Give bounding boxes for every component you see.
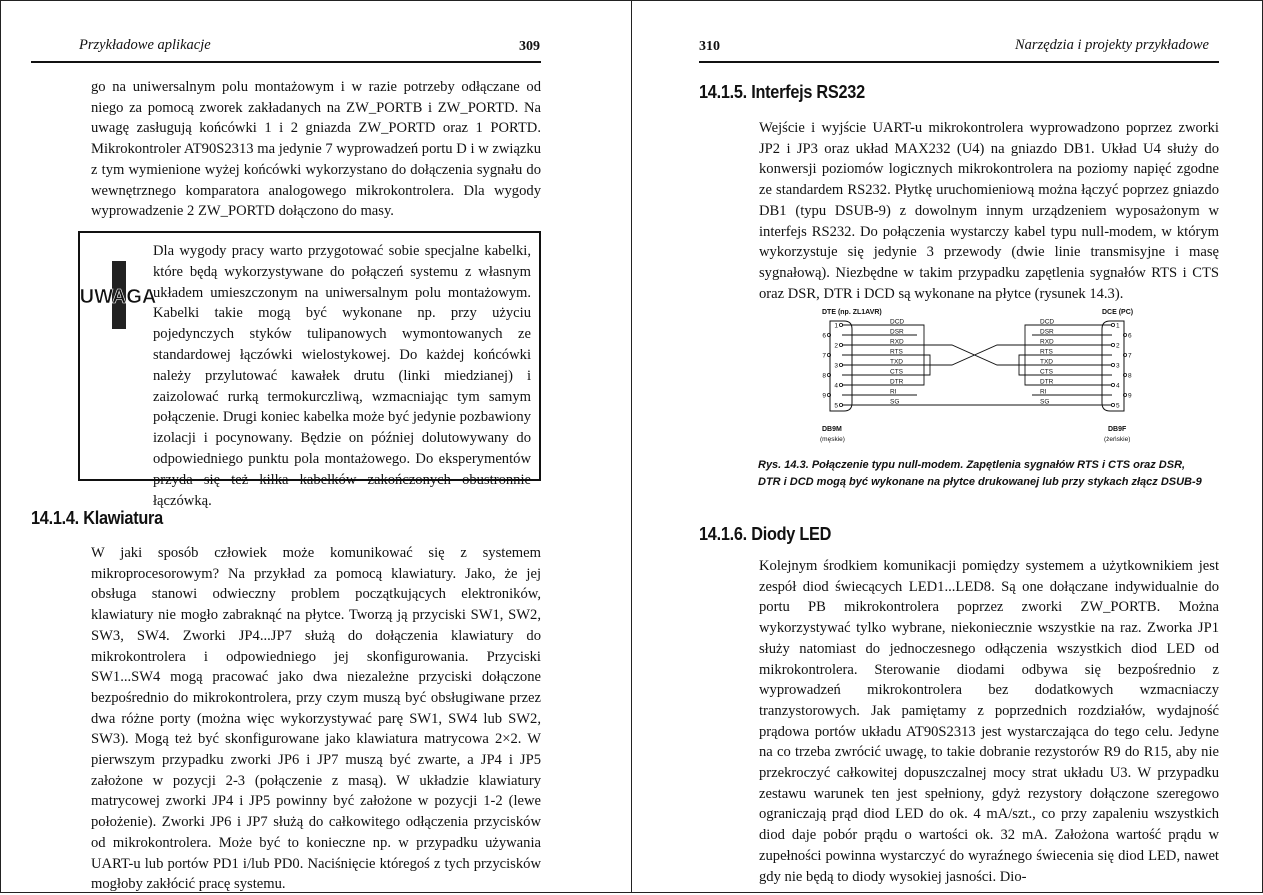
fig-right-connector-sub: (żeńskie) bbox=[1104, 436, 1131, 443]
figure-caption: Rys. 14.3. Połączenie typu null-modem. Zapętlenia sygnałów RTS i CTS oraz DSR, DTR i DCD mogą być wykonane na płytce drukowanej lub przy stykach złącz DSUB-9 bbox=[758, 459, 1202, 488]
fig-left-title: DTE (np. ZL1AVR) bbox=[822, 309, 882, 316]
uwaga-logo bbox=[79, 261, 157, 329]
fig-left-signal-sg: SG bbox=[890, 398, 900, 406]
fig-right-pin-7: 7 bbox=[1128, 352, 1132, 360]
db9m-connector-shape bbox=[830, 321, 852, 411]
fig-right-signal-rxd: RXD bbox=[1040, 338, 1054, 346]
right-header-rule bbox=[699, 61, 1219, 63]
fig-left-pin-7: 7 bbox=[822, 352, 826, 360]
intro-paragraph: go na uniwersalnym polu montażowym i w razie potrzeby odłączane od niego za pomocą zworek zakładanych na ZW_PORTB i ZW_PORTD. Na uwagę zasługują końcówki 1 i 2 gniazda ZW_PORTD oraz 1 PORTD. Mikrokontroler AT90S2313 ma jedynie 7 wyprowadzeń portu D i w związku z tym wymienione wyżej końcówki wykorzystano do dołączenia sygnału do wewnętrznego komparatora analogowego mikrokontrolera. Dla wygody wyprowadzenie 2 ZW_PORTD dołączono do masy. bbox=[91, 79, 541, 220]
right-running-head: Narzędzia i projekty przykładowe bbox=[1015, 37, 1209, 53]
fig-right-signal-dsr: DSR bbox=[1040, 328, 1054, 336]
section-heading-rs232: 14.1.5. Interfejs RS232 bbox=[699, 81, 865, 102]
fig-right-pin-9: 9 bbox=[1128, 392, 1132, 400]
fig-cross-txd-rxd bbox=[917, 345, 1032, 365]
fig-left-pin-4: 4 bbox=[834, 382, 838, 390]
fig-right-pin-6: 6 bbox=[1128, 332, 1132, 340]
fig-right-title: DCE (PC) bbox=[1102, 309, 1134, 316]
fig-left-signal-txd: TXD bbox=[890, 358, 903, 366]
fig-left-pin-1: 1 bbox=[834, 322, 838, 330]
fig-right-signal-txd: TXD bbox=[1040, 358, 1053, 366]
fig-right-pin-5: 5 bbox=[1116, 402, 1120, 410]
fig-right-signal-dcd: DCD bbox=[1040, 318, 1055, 326]
fig-left-pin-2: 2 bbox=[834, 342, 838, 350]
fig-right-pin-8: 8 bbox=[1128, 372, 1132, 380]
section-heading-led: 14.1.6. Diody LED bbox=[699, 523, 832, 544]
left-page bbox=[0, 0, 631, 893]
db9f-connector-shape bbox=[1102, 321, 1124, 411]
note-text: Dla wygody pracy warto przygotować sobie specjalne kabelki, które będą wykorzystywane do połączeń systemu z własnym układem umieszczonym na uniwersalnym polu montażowym. Kabelki takie mogą być wykonane np. przy użyciu pojedynczych styków tulipanowych wymontowanych ze standardowej łączówki wielostykowej. Do każdej końcówki należy przylutować kawałek drutu (linki miedzianej) i zaizolować rurką termokurczliwą, wzmacniając tym samym połączenie. Drugi koniec kabelka może być jedynie pozbawiony izolacji i pocynowany. Będzie on później dolutowywany do odpowiedniego punktu pola montażowego. Do eksperymentów przyda się też kilka kabelków zakończonych obustronnie łączówką. bbox=[153, 243, 531, 509]
fig-right-signal-sg: SG bbox=[1040, 398, 1050, 406]
fig-left-signal-ri: RI bbox=[890, 388, 897, 396]
klawiatura-paragraph: W jaki sposób człowiek może komunikować się z systemem mikroprocesorowym? Na przykład za pomocą klawiatury. Jako, że jej obsługa stanowi odwieczny problem początkujących elektroników, klawiatury nie mogło zabraknąć na płytce. Tworzą ją przyciski SW1, SW2, SW3, SW4. Zworki JP4...JP7 służą do dołączenia klawiatury do mikrokontrolera i odpowiedniego jej skonfigurowania. Przyciski SW1...SW4 mogą pracować jako dwa niezależne przyciski dołączone bezpośrednio do mikrokontrolera, przy czym muszą być obsługiwane przez dwa różne porty (można więc wykorzystywać parę SW1, SW4 lub SW2, SW3). Mogą też być skonfigurowane jako klawiatura matrycowa 2×2. W pierwszym przypadku zworki JP6 i JP7 muszą być zwarte, a JP4 i JP5 założone w pozycji 2-3 (połączenie z masą). W układzie klawiatury matrycowej zworki JP4 i JP5 powinny być założone w pozycji 1-2 (lewe położenie). Zworki JP6 i JP7 służą do całkowitego odłączenia przycisków od mikrokontrolera. Może być to konieczne np. w przypadku używania UART-u lub portów PD1 i/lub PD0. Naciśnięcie któregoś z tych przycisków mogłoby zakłócić pracę systemu. bbox=[91, 545, 541, 893]
uwaga-logo-text: UWAGA bbox=[79, 286, 157, 308]
fig-left-signal-rxd: RXD bbox=[890, 338, 904, 346]
fig-left-signal-rts: RTS bbox=[890, 348, 903, 356]
fig-left-signal-dsr: DSR bbox=[890, 328, 904, 336]
fig-left-signal-dtr: DTR bbox=[890, 378, 904, 386]
fig-right-signal-ri: RI bbox=[1040, 388, 1047, 396]
led-paragraph: Kolejnym środkiem komunikacji pomiędzy systemem a użytkownikiem jest zespół diod świecących LED1...LED8. Są one dołączane indywidualnie do portu PB mikrokontrolera poprzez zworki ZW_PORTB. Można wykorzystywać tylko wybrane, niekoniecznie wszystkie na raz. Zworka JP1 służy natomiast do jednoczesnego odłączenia wszystkich diod LED od mikrokontrolera. Sterowanie diodami odbywa się bezpośrednio z wyprowadzeń mikrokontrolera bez dodatkowych wzmacniaczy tranzystorowych. Jak pamiętamy z poprzednich rozdziałów, wydajność prądowa portów układu AT90S2313 jest wystarczająca do tego celu. Jedyne na co trzeba zwrócić uwagę, to takie dobranie rezystorów R9 do R15, aby nie przekroczyć całkowitej dopuszczalnej mocy strat układu U3. W przypadku zestawu warunek ten jest spełniony, gdyż rezystory dołączone szeregowo ograniczają prąd diod LED do ok. 4 mA/szt., co przy zapaleniu wszystkich diod daje pobór prądu o wartości ok. 32 mA. Założona wartość prądu w zupełności powinna wystarczyć do wyraźnego świecenia się diod LED, nawet gdy nie będą to diody wysokiej jasności. Dio- bbox=[759, 558, 1219, 885]
fig-left-pin-6: 6 bbox=[822, 332, 826, 340]
fig-left-signal-dcd: DCD bbox=[890, 318, 905, 326]
fig-left-connector-sub: (męskie) bbox=[820, 436, 845, 443]
right-page-number: 310 bbox=[699, 39, 720, 54]
fig-left-signal-cts: CTS bbox=[890, 368, 903, 376]
fig-right-pin-1: 1 bbox=[1116, 322, 1120, 330]
left-running-head: Przykładowe aplikacje bbox=[79, 37, 211, 53]
fig-right-connector: DB9F bbox=[1108, 426, 1127, 433]
note-box bbox=[78, 231, 541, 509]
fig-left-pin-5: 5 bbox=[834, 402, 838, 410]
fig-left-pin-3: 3 bbox=[834, 362, 838, 370]
fig-right-pin-3: 3 bbox=[1116, 362, 1120, 370]
fig-right-pin-2: 2 bbox=[1116, 342, 1120, 350]
left-page-number: 309 bbox=[519, 39, 540, 54]
rs232-paragraph: Wejście i wyjście UART-u mikrokontrolera wyprowadzono poprzez zworki JP2 i JP3 oraz układ MAX232 (U4) na gniazdo DB1. Układ U4 służy do konwersji poziomów logicznych mikrokontrolera na poziomy napięć zgodne ze standardem RS232. Płytkę uruchomieniową można łączyć poprzez gniazdo DB1 (typu DSUB-9) z dowolnym innym urządzeniem wyposażonym w interfejs RS232. Do połączenia wystarczy kabel typu null-modem, w którym wykorzystuje się jedynie 3 przewody (dwie linie transmisyjne i masę sygnałową). Niezbędne w takim przypadku zapętlenia sygnałów RTS i CTS oraz DSR, DTR i DCD są wykonane na płytce (rysunek 14.3). bbox=[759, 120, 1219, 302]
left-header-rule bbox=[31, 61, 541, 63]
null-modem-figure bbox=[812, 305, 1142, 447]
fig-right-signal-dtr: DTR bbox=[1040, 378, 1054, 386]
fig-right-pin-4: 4 bbox=[1116, 382, 1120, 390]
fig-right-signal-cts: CTS bbox=[1040, 368, 1053, 376]
fig-right-signal-rts: RTS bbox=[1040, 348, 1053, 356]
fig-left-pin-8: 8 bbox=[822, 372, 826, 380]
fig-left-connector: DB9M bbox=[822, 426, 842, 433]
fig-left-pin-9: 9 bbox=[822, 392, 826, 400]
section-heading-klawiatura: 14.1.4. Klawiatura bbox=[31, 507, 163, 528]
